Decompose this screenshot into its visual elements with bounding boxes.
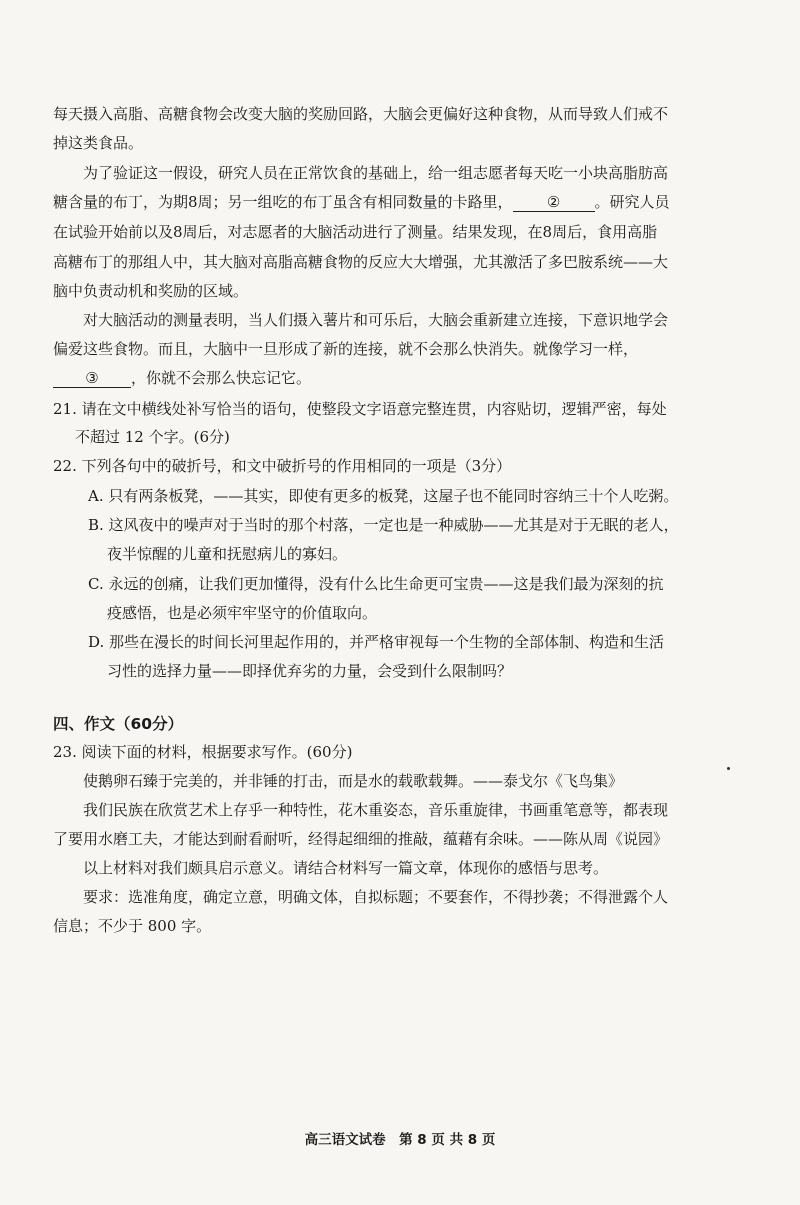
passage-line: 高糖布丁的那组人中，其大脑对高脂高糖食物的反应大大增强，尤其激活了多巴胺系统——大 [53, 253, 669, 271]
passage-line [0, 368, 800, 388]
passage-text: 。研究人员 [594, 193, 670, 211]
option-a: A. 只有两条板凳，——其实，即使有更多的板凳，这屋子也不能同时容纳三十个人吃粥。 [88, 487, 679, 505]
question-21-line: 21. 请在文中横线处补写恰当的语句，使整段文字语意完整连贯，内容贴切，逻辑严密，每处 [53, 400, 667, 418]
answer-blank-3[interactable]: ③ [53, 369, 131, 388]
requirement-line: 要求：选准角度，确定立意，明确文体，自拟标题；不要套作，不得抄袭；不得泄露个人 [83, 888, 669, 906]
passage-line: 掉这类食品。 [53, 134, 144, 152]
material-line: 使鹅卵石臻于完美的，并非锤的打击，而是水的载歌载舞。——泰戈尔《飞鸟集》 [83, 772, 624, 790]
passage-line: 为了验证这一假设，研究人员在正常饮食的基础上，给一组志愿者每天吃一小块高脂肪高 [83, 164, 669, 182]
question-21-line: 不超过 12 个字。(6分) [75, 428, 230, 446]
option-b-cont: 夜半惊醒的儿童和抚慰病儿的寡妇。 [107, 545, 348, 563]
question-22-stem: 22. 下列各句中的破折号，和文中破折号的作用相同的一项是（3分） [53, 457, 512, 475]
section-title: 四、作文（60分） [53, 715, 184, 733]
material-line: 了要用水磨工夫，才能达到耐看耐听，经得起细细的推敲，蕴藉有余味。——陈从周《说园》 [53, 830, 669, 848]
passage-text: 糖含量的布丁，为期8周；另一组吃的布丁虽含有相同数量的卡路里， [53, 193, 513, 211]
passage-line: 脑中负责动机和奖励的区域。 [53, 282, 249, 300]
option-d: D. 那些在漫长的时间长河里起作用的，并严格审视每一个生物的全部体制、构造和生活 [88, 633, 665, 651]
page-footer: 高三语文试卷 第 8 页 共 8 页 [304, 1132, 496, 1148]
instruction-line: 以上材料对我们颇具启示意义。请结合材料写一篇文章，体现你的感悟与思考。 [83, 859, 609, 877]
requirement-line: 信息；不少于 800 字。 [53, 917, 212, 935]
passage-line: 在试验开始前以及8周后，对志愿者的大脑活动进行了测量。结果发现，在8周后，食用高脂 [53, 223, 658, 241]
material-line: 我们民族在欣赏艺术上存乎一种特性，花木重姿态，音乐重旋律，书画重笔意等，都表现 [83, 801, 669, 819]
question-23-stem: 23. 阅读下面的材料，根据要求写作。(60分) [53, 743, 353, 761]
passage-line [0, 192, 800, 212]
passage-line: 每天摄入高脂、高糖食物会改变大脑的奖励回路，大脑会更偏好这种食物，从而导致人们戒不 [53, 105, 669, 123]
answer-blank-2[interactable]: ② [513, 193, 595, 212]
option-c-cont: 疫感悟，也是必须牢牢坚守的价值取向。 [107, 604, 378, 622]
option-d-cont: 习性的选择力量——即择优弃劣的力量，会受到什么限制吗？ [107, 662, 513, 680]
speck-mark [727, 767, 730, 770]
option-b: B. 这风夜中的噪声对于当时的那个村落，一定也是一种威胁——尤其是对于无眠的老人， [88, 516, 679, 534]
passage-line: 偏爱这些食物。而且，大脑中一旦形成了新的连接，就不会那么快消失。就像学习一样， [53, 340, 639, 358]
passage-text: ，你就不会那么快忘记它。 [131, 369, 312, 387]
option-c: C. 永远的创痛，让我们更加懂得，没有什么比生命更可宝贵——这是我们最为深刻的抗 [88, 575, 664, 593]
passage-line: 对大脑活动的测量表明，当人们摄入薯片和可乐后，大脑会重新建立连接，下意识地学会 [83, 311, 669, 329]
